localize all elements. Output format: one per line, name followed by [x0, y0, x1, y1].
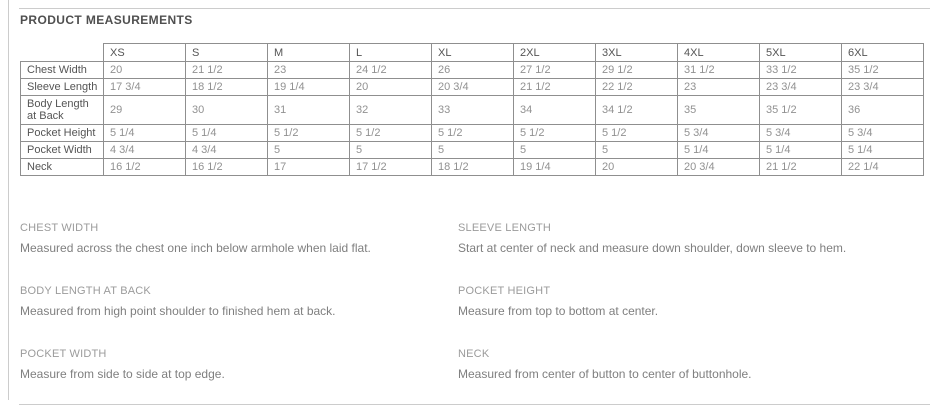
table-row [21, 62, 924, 79]
measurement-cell: 35 1/2 [760, 96, 842, 125]
definition-description: Measured from center of button to center of buttonhole. [458, 367, 752, 381]
definition-pocket-height [458, 279, 915, 318]
measurement-cell: 17 3/4 [104, 79, 186, 96]
measurement-cell: 5 1/4 [186, 125, 268, 142]
size-column-header: 4XL [678, 44, 760, 62]
measurement-cell: 35 1/2 [842, 62, 924, 79]
size-column-header: M [268, 44, 350, 62]
definition-term: SLEEVE LENGTH [458, 222, 552, 234]
measurement-cell: 23 3/4 [842, 79, 924, 96]
measurement-cell: 30 [186, 96, 268, 125]
measurement-cell: 23 [268, 62, 350, 79]
table-row [21, 96, 924, 125]
table-row [21, 79, 924, 96]
measurement-cell: 16 1/2 [186, 159, 268, 176]
measurement-cell: 34 [514, 96, 596, 125]
measurement-cell: 22 1/2 [596, 79, 678, 96]
row-label: Neck [21, 159, 104, 176]
measurement-cell: 5 [514, 142, 596, 159]
section-title: PRODUCT MEASUREMENTS [20, 13, 193, 27]
corner-cell [21, 44, 104, 62]
measurement-cell: 16 1/2 [104, 159, 186, 176]
measurement-cell: 21 1/2 [186, 62, 268, 79]
definition-term: BODY LENGTH AT BACK [20, 285, 151, 297]
measurement-cell: 5 3/4 [760, 125, 842, 142]
measurement-cell: 20 3/4 [678, 159, 760, 176]
measurement-cell: 5 1/4 [842, 142, 924, 159]
definition-description: Measured across the chest one inch below armhole when laid flat. [20, 241, 371, 255]
measurement-cell: 5 3/4 [842, 125, 924, 142]
table-row [21, 142, 924, 159]
definition-sleeve-length [458, 216, 915, 255]
size-column-header: 3XL [596, 44, 678, 62]
measurement-cell: 19 1/4 [514, 159, 596, 176]
measurement-cell: 5 3/4 [678, 125, 760, 142]
definition-term: CHEST WIDTH [20, 222, 99, 234]
measurement-cell: 5 1/4 [760, 142, 842, 159]
row-label: Body Length at Back [21, 96, 104, 125]
measurement-cell: 4 3/4 [186, 142, 268, 159]
measurement-cell: 5 1/4 [678, 142, 760, 159]
size-column-header: XS [104, 44, 186, 62]
measurement-cell: 18 1/2 [186, 79, 268, 96]
table-row [21, 159, 924, 176]
measurement-cell: 5 [268, 142, 350, 159]
measurement-cell: 5 [596, 142, 678, 159]
measurement-cell: 36 [842, 96, 924, 125]
definition-pocket-width [20, 342, 458, 381]
measurement-cell: 5 [350, 142, 432, 159]
measurement-cell: 26 [432, 62, 514, 79]
definition-chest-width [20, 216, 458, 255]
definition-description: Start at center of neck and measure down shoulder, down sleeve to hem. [458, 241, 847, 255]
measurement-cell: 20 [596, 159, 678, 176]
measurement-cell: 22 1/4 [842, 159, 924, 176]
definition-body-length-at-back [20, 279, 458, 318]
size-column-header: L [350, 44, 432, 62]
measurement-cell: 20 [104, 62, 186, 79]
size-column-header: 2XL [514, 44, 596, 62]
row-label: Pocket Height [21, 125, 104, 142]
measurement-cell: 20 3/4 [432, 79, 514, 96]
size-column-header: XL [432, 44, 514, 62]
measurement-cell: 21 1/2 [514, 79, 596, 96]
measurement-cell: 5 1/2 [596, 125, 678, 142]
measurement-cell: 29 [104, 96, 186, 125]
size-column-header: S [186, 44, 268, 62]
bottom-divider-line [19, 404, 930, 405]
row-label: Pocket Width [21, 142, 104, 159]
measurement-cell: 32 [350, 96, 432, 125]
definition-term: NECK [458, 348, 490, 360]
definition-description: Measured from high point shoulder to finished hem at back. [20, 304, 336, 318]
measurement-cell: 5 [432, 142, 514, 159]
measurement-cell: 23 [678, 79, 760, 96]
measurement-cell: 5 1/2 [268, 125, 350, 142]
row-label: Sleeve Length [21, 79, 104, 96]
page-left-border-line [8, 0, 9, 400]
measurement-cell: 4 3/4 [104, 142, 186, 159]
size-column-header: 6XL [842, 44, 924, 62]
top-divider-line [19, 8, 930, 9]
measurement-cell: 5 1/2 [514, 125, 596, 142]
measurement-cell: 21 1/2 [760, 159, 842, 176]
measurement-cell: 19 1/4 [268, 79, 350, 96]
measurement-cell: 5 1/4 [104, 125, 186, 142]
measurement-cell: 33 1/2 [760, 62, 842, 79]
measurement-cell: 5 1/2 [432, 125, 514, 142]
table-row [21, 125, 924, 142]
row-label: Chest Width [21, 62, 104, 79]
measurement-cell: 17 [268, 159, 350, 176]
measurement-definitions [20, 216, 915, 381]
product-measurements-table [20, 43, 924, 176]
measurement-cell: 27 1/2 [514, 62, 596, 79]
definition-term: POCKET HEIGHT [458, 285, 551, 297]
measurement-cell: 18 1/2 [432, 159, 514, 176]
measurement-cell: 34 1/2 [596, 96, 678, 125]
size-column-header: 5XL [760, 44, 842, 62]
definition-description: Measure from top to bottom at center. [458, 304, 659, 318]
definition-term: POCKET WIDTH [20, 348, 107, 360]
measurement-cell: 35 [678, 96, 760, 125]
definition-description: Measure from side to side at top edge. [20, 367, 225, 381]
measurement-cell: 20 [350, 79, 432, 96]
measurement-cell: 31 1/2 [678, 62, 760, 79]
measurement-cell: 23 3/4 [760, 79, 842, 96]
measurement-cell: 29 1/2 [596, 62, 678, 79]
measurement-cell: 17 1/2 [350, 159, 432, 176]
measurement-cell: 31 [268, 96, 350, 125]
definition-neck [458, 342, 915, 381]
measurement-cell: 5 1/2 [350, 125, 432, 142]
measurement-cell: 33 [432, 96, 514, 125]
measurement-cell: 24 1/2 [350, 62, 432, 79]
table-header-row [21, 44, 924, 62]
